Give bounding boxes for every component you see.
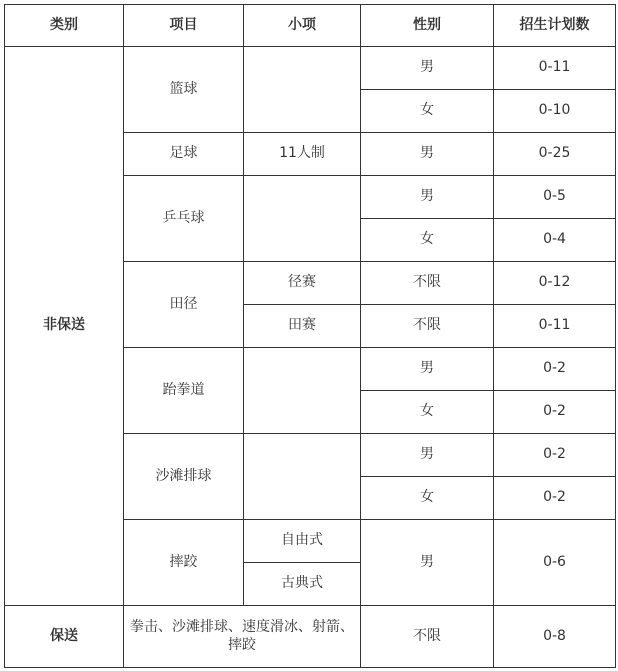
project-recommended-list: 拳击、沙滩排球、速度滑冰、射箭、摔跤 xyxy=(124,606,361,668)
gender-cell: 不限 xyxy=(361,606,494,668)
subitem-cell: 自由式 xyxy=(244,520,361,563)
plan-cell: 0-5 xyxy=(494,176,616,219)
plan-cell: 0-10 xyxy=(494,90,616,133)
gender-cell: 男 xyxy=(361,348,494,391)
project-pingpong: 乒乓球 xyxy=(124,176,244,262)
header-subitem: 小项 xyxy=(244,5,361,47)
plan-cell: 0-2 xyxy=(494,477,616,520)
project-wrestling: 摔跤 xyxy=(124,520,244,606)
project-beach-volleyball: 沙滩排球 xyxy=(124,434,244,520)
plan-cell: 0-8 xyxy=(494,606,616,668)
subitem-empty xyxy=(244,47,361,133)
header-plan: 招生计划数 xyxy=(494,5,616,47)
plan-cell: 0-4 xyxy=(494,219,616,262)
subitem-empty xyxy=(244,434,361,520)
plan-cell: 0-12 xyxy=(494,262,616,305)
gender-cell: 男 xyxy=(361,133,494,176)
gender-cell: 不限 xyxy=(361,262,494,305)
subitem-cell: 11人制 xyxy=(244,133,361,176)
header-gender: 性别 xyxy=(361,5,494,47)
plan-cell: 0-2 xyxy=(494,348,616,391)
subitem-empty xyxy=(244,348,361,434)
gender-cell: 女 xyxy=(361,219,494,262)
project-athletics: 田径 xyxy=(124,262,244,348)
header-project: 项目 xyxy=(124,5,244,47)
project-taekwondo: 跆拳道 xyxy=(124,348,244,434)
subitem-cell: 田赛 xyxy=(244,305,361,348)
header-row xyxy=(5,5,616,47)
gender-cell: 男 xyxy=(361,47,494,90)
subitem-cell: 径赛 xyxy=(244,262,361,305)
plan-cell: 0-2 xyxy=(494,434,616,477)
project-football: 足球 xyxy=(124,133,244,176)
gender-cell: 女 xyxy=(361,90,494,133)
gender-cell: 女 xyxy=(361,477,494,520)
gender-cell: 男 xyxy=(361,176,494,219)
plan-cell: 0-6 xyxy=(494,520,616,606)
plan-cell: 0-25 xyxy=(494,133,616,176)
table-row xyxy=(5,606,616,668)
category-non-recommended: 非保送 xyxy=(5,47,124,606)
gender-cell: 不限 xyxy=(361,305,494,348)
gender-cell: 男 xyxy=(361,520,494,606)
gender-cell: 男 xyxy=(361,434,494,477)
category-recommended: 保送 xyxy=(5,606,124,668)
enrollment-table xyxy=(4,4,616,668)
table-row xyxy=(5,47,616,90)
project-basketball: 篮球 xyxy=(124,47,244,133)
plan-cell: 0-11 xyxy=(494,47,616,90)
header-category: 类别 xyxy=(5,5,124,47)
subitem-empty xyxy=(244,176,361,262)
subitem-cell: 古典式 xyxy=(244,563,361,606)
plan-cell: 0-2 xyxy=(494,391,616,434)
gender-cell: 女 xyxy=(361,391,494,434)
plan-cell: 0-11 xyxy=(494,305,616,348)
